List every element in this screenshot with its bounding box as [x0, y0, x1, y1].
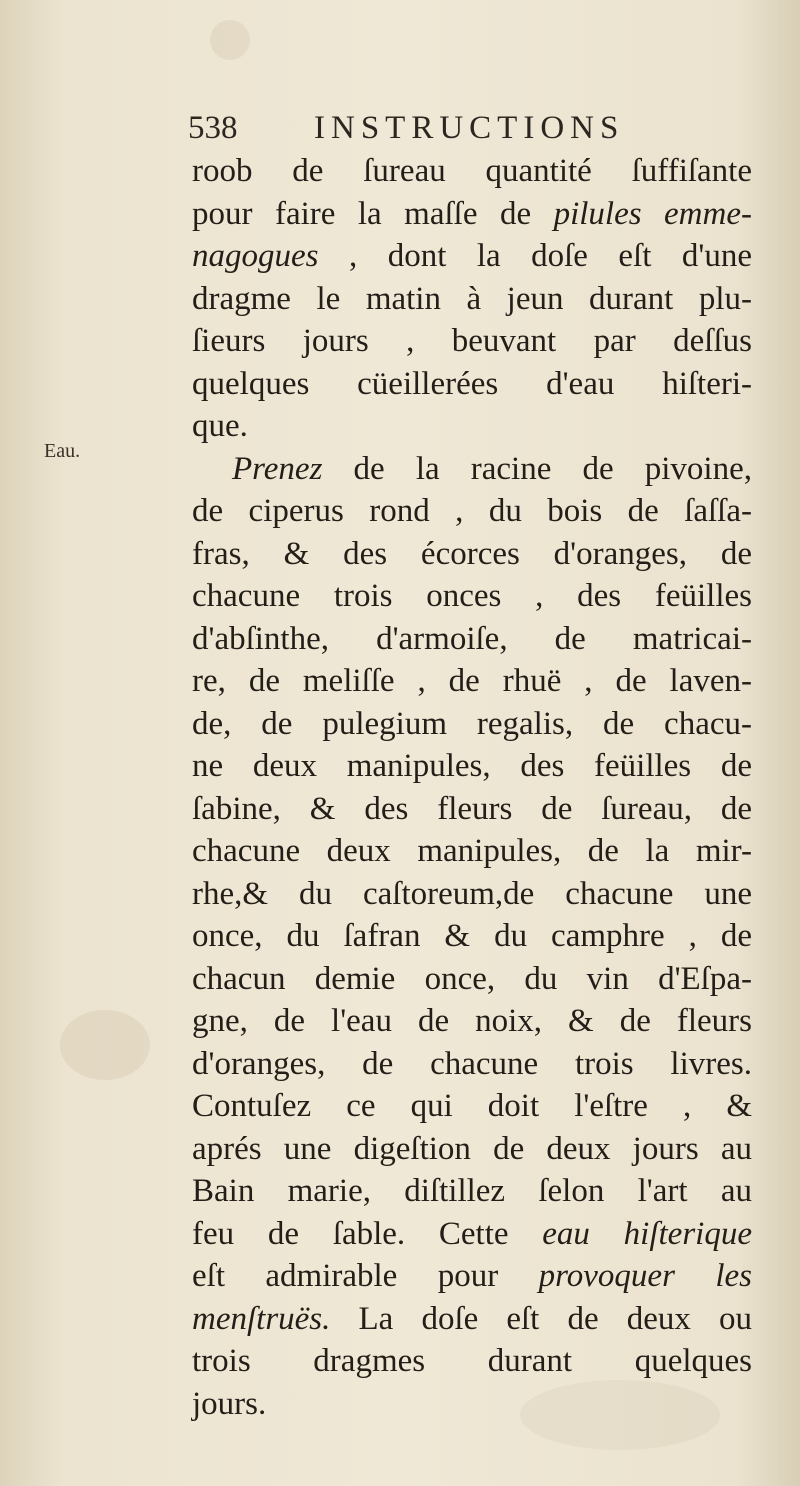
- text-run: La doſe eſt de deux ou: [330, 1300, 752, 1337]
- text-run: fras, & des écorces d'oranges, de: [192, 535, 752, 572]
- italic-run: provoquer les: [538, 1258, 752, 1294]
- text-line: [192, 405, 752, 448]
- text-line: [192, 873, 752, 916]
- text-run: once, du ſafran & du camphre , de: [192, 918, 752, 954]
- text-run: d'oranges, de chacune trois livres.: [192, 1045, 752, 1082]
- italic-run: menſtruës.: [192, 1300, 331, 1337]
- italic-run: nagogues: [192, 238, 319, 274]
- text-line: [192, 448, 752, 491]
- text-run: feu de ſable. Cette: [192, 1215, 543, 1252]
- italic-run: Prenez: [232, 450, 323, 487]
- text-line: [192, 745, 752, 788]
- running-title: INSTRUCTIONS: [314, 110, 625, 146]
- text-run: eſt admirable pour: [192, 1258, 539, 1294]
- text-run: dragme le matin à jeun durant plu-: [192, 280, 752, 317]
- text-line: [192, 1340, 752, 1383]
- paper-stain: [60, 1010, 150, 1080]
- page-number: 538: [188, 110, 238, 146]
- text-line: [192, 363, 752, 406]
- text-run: de ciperus rond , du bois de ſaſſa-: [192, 493, 752, 529]
- text-run: rhe,& du caſtoreum,de chacune une: [192, 875, 752, 912]
- text-run: d'abſinthe, d'armoiſe, de matricai-: [192, 620, 752, 657]
- text-run: re, de meliſſe , de rhuë , de laven-: [192, 663, 752, 699]
- text-line: [192, 830, 752, 873]
- text-line: [192, 1255, 752, 1298]
- text-run: gne, de l'eau de noix, & de fleurs: [192, 1003, 752, 1039]
- ink-blot: [210, 20, 250, 60]
- text-line: [192, 618, 752, 661]
- text-run: chacune deux manipules, de la mir-: [192, 833, 752, 869]
- text-run: quelques cüeillerées d'eau hiſteri-: [192, 365, 752, 402]
- text-run: ſieurs jours , beuvant par deſſus: [192, 323, 752, 359]
- text-run: Bain marie, diſtillez ſelon l'art au: [192, 1173, 752, 1209]
- text-run: de, de pulegium regalis, de chacu-: [192, 705, 752, 742]
- italic-run: eau hiſterique: [542, 1215, 752, 1252]
- text-line: [192, 1085, 752, 1128]
- text-run: trois dragmes durant quelques: [192, 1343, 752, 1379]
- body-text: [192, 150, 752, 1425]
- text-line: [192, 703, 752, 746]
- text-line: [192, 1170, 752, 1213]
- text-run: roob de ſureau quantité ſuffiſante: [192, 153, 752, 189]
- text-run: aprés une digeſtion de deux jours au: [192, 1130, 752, 1167]
- text-run: chacune trois onces , des feüilles: [192, 578, 752, 614]
- text-line: [192, 958, 752, 1001]
- text-line: [192, 660, 752, 703]
- text-line: [192, 193, 752, 236]
- text-line: [192, 320, 752, 363]
- text-line: [192, 788, 752, 831]
- text-line: [192, 1383, 752, 1426]
- text-run: ſabine, & des fleurs de ſureau, de: [192, 790, 752, 827]
- text-run: jours.: [192, 1385, 267, 1422]
- text-line: [192, 915, 752, 958]
- running-head: [188, 104, 748, 154]
- text-line: [192, 533, 752, 576]
- text-line: [192, 490, 752, 533]
- text-run: chacun demie once, du vin d'Eſpa-: [192, 960, 752, 997]
- text-run: Contuſez ce qui doit l'eſtre , &: [192, 1088, 752, 1124]
- text-line: [192, 1213, 752, 1256]
- text-line: [192, 1043, 752, 1086]
- text-run: pour faire la maſſe de: [192, 195, 554, 232]
- text-line: [192, 1000, 752, 1043]
- text-run: que.: [192, 408, 248, 444]
- text-line: [192, 1128, 752, 1171]
- text-line: [192, 575, 752, 618]
- margin-note: Eau.: [44, 440, 81, 462]
- text-run: de la racine de pivoine,: [322, 450, 752, 487]
- text-line: [192, 278, 752, 321]
- italic-run: pilules emme-: [553, 195, 752, 232]
- text-line: [192, 1298, 752, 1341]
- text-run: ne deux manipules, des feüilles de: [192, 748, 752, 784]
- text-line: [192, 150, 752, 193]
- text-line: [192, 235, 752, 278]
- text-run: , dont la doſe eſt d'une: [318, 238, 752, 274]
